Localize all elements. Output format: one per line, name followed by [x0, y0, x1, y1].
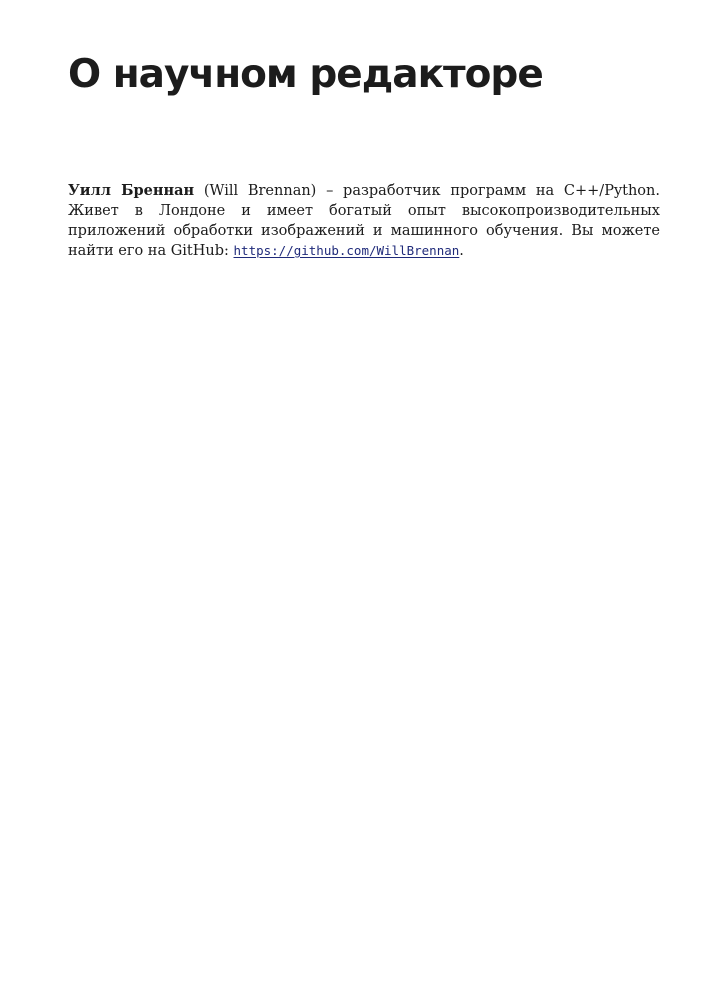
- editor-name: Уилл Бреннан: [68, 182, 195, 199]
- github-link[interactable]: https://github.com/WillBrennan: [233, 243, 460, 258]
- bio-text-end: .: [459, 243, 464, 259]
- bio-paragraph: [68, 181, 660, 261]
- page-title: О научном редакторе: [68, 52, 543, 97]
- bio-text: (Will Brennan) – разработчик программ на C++/Python. Живет в Лондоне и имеет богатый опыт высокопроизводительных приложений обработки изображений и машинного обучения. Вы можете найти его на GitHub:: [68, 183, 660, 259]
